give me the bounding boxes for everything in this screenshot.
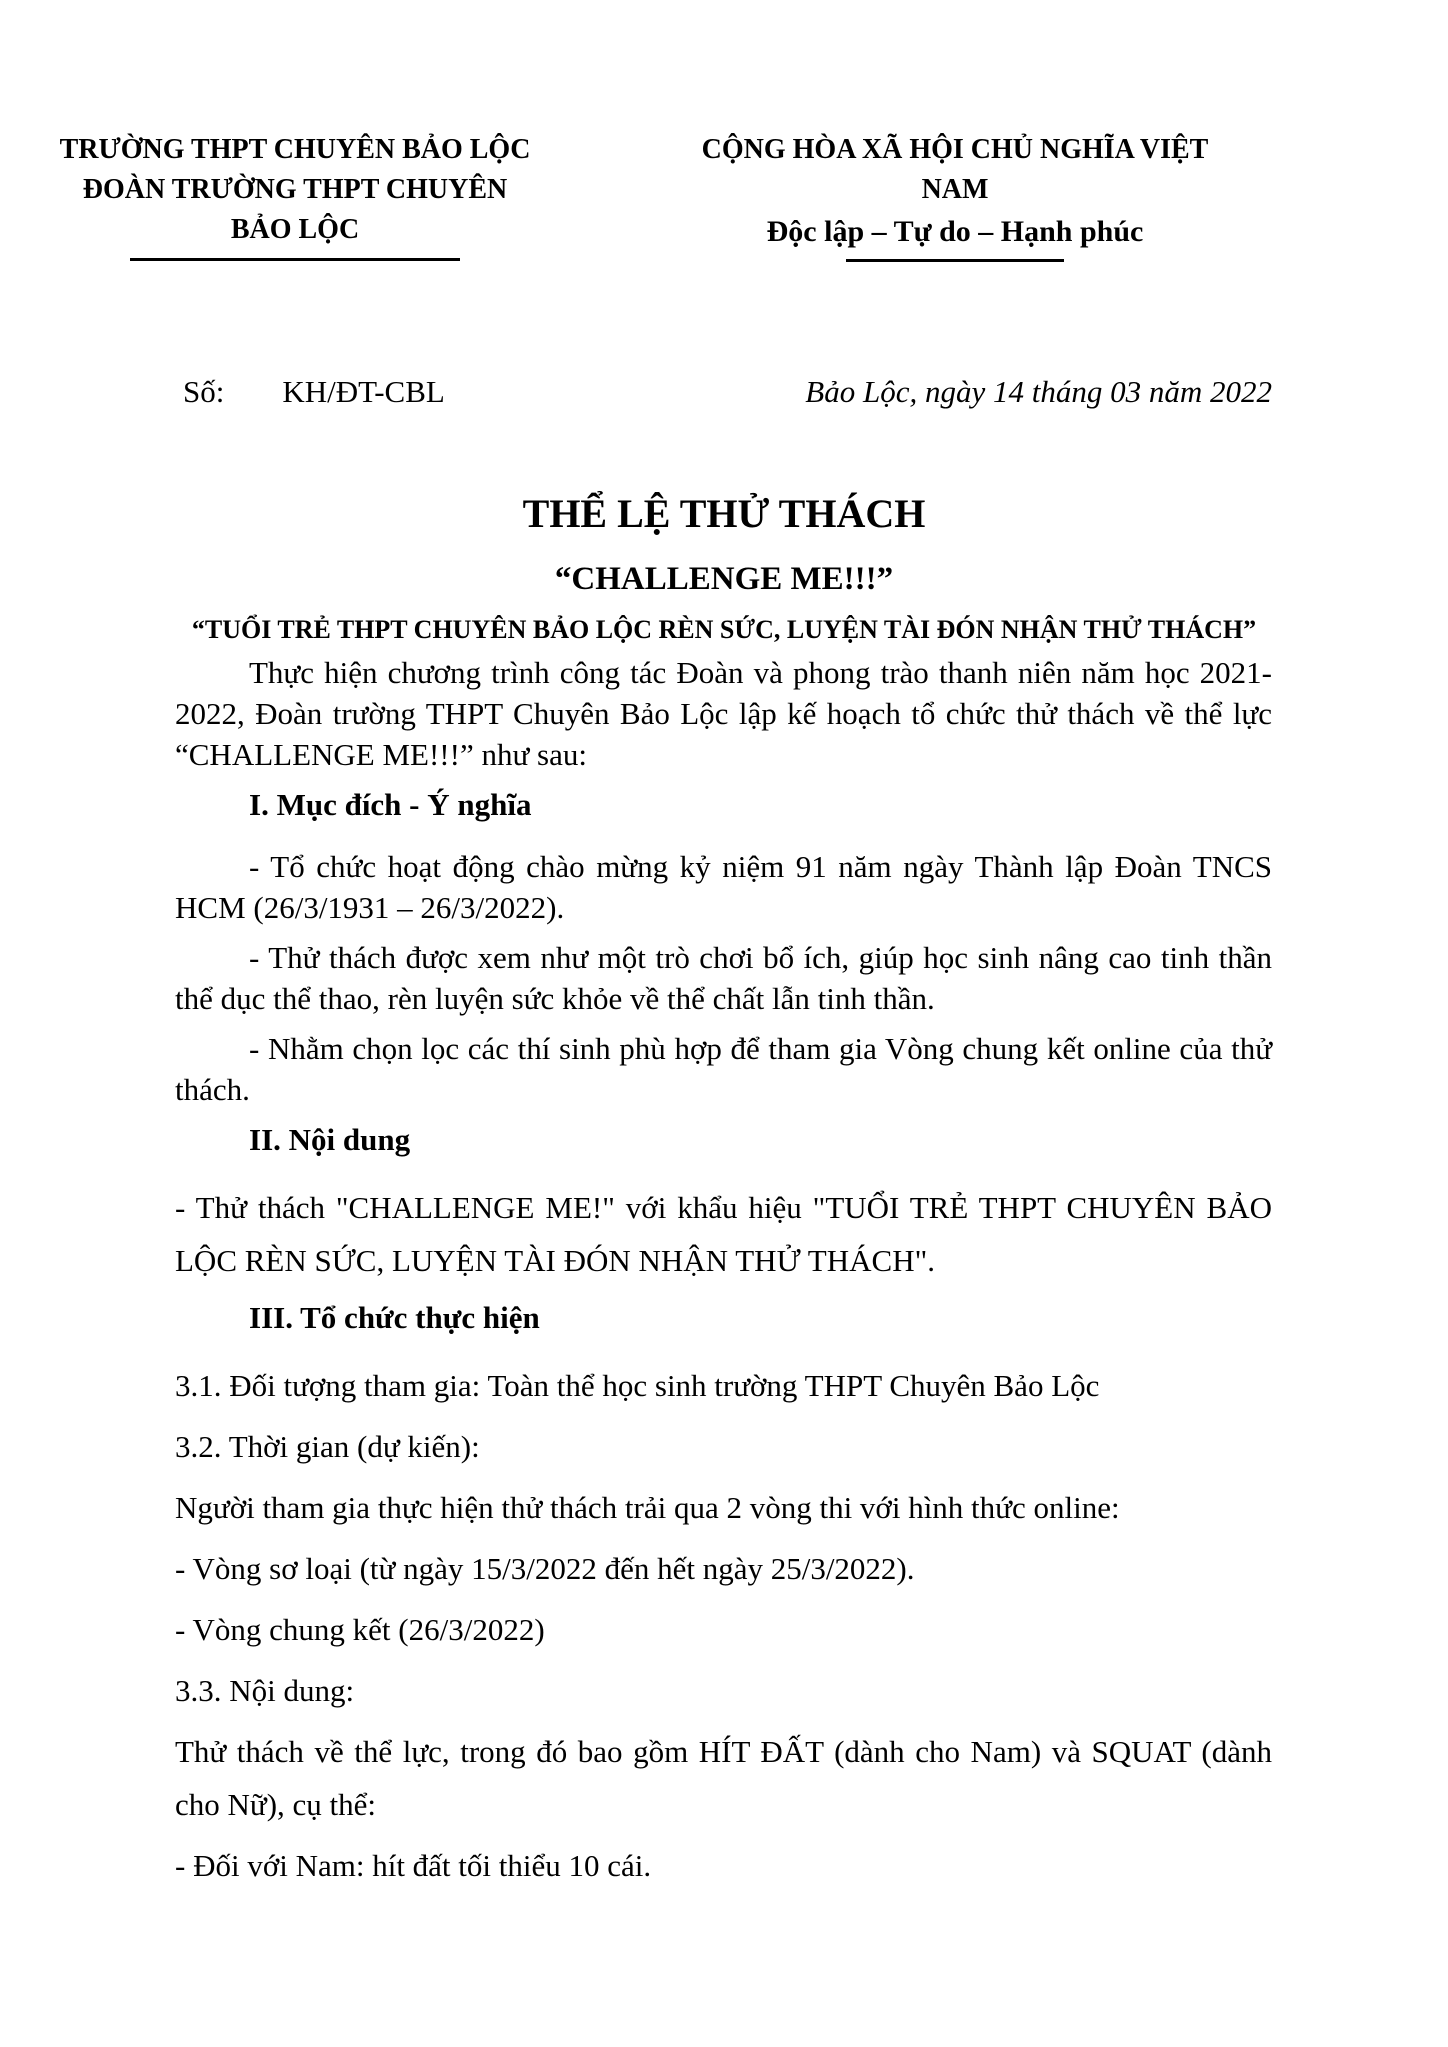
intro-paragraph: Thực hiện chương trình công tác Đoàn và phong trào thanh niên năm học 2021-2022, Đoàn trường THPT Chuyên Bảo Lộc lập kế hoạch tổ chức thử thách về thể lực “CHALLENGE ME!!!” như sau: (175, 655, 1272, 772)
section-3-item: Thử thách về thể lực, trong đó bao gồm HÍT ĐẤT (dành cho Nam) và SQUAT (dành cho Nữ), cụ thể: (175, 1734, 1272, 1822)
motto-divider-rule (846, 259, 1064, 262)
section-3-item: - Vòng chung kết (26/3/2022) (175, 1612, 545, 1647)
document-title: THỂ LỆ THỬ THÁCH (522, 491, 926, 536)
section-3-item: - Đối với Nam: hít đất tối thiểu 10 cái. (175, 1848, 652, 1883)
org-divider-rule (130, 258, 460, 261)
section-3-item: - Vòng sơ loại (từ ngày 15/3/2022 đến hết ngày 25/3/2022). (175, 1551, 915, 1586)
document-number-label: Số: (183, 374, 225, 409)
section-1-bullet: - Thử thách được xem như một trò chơi bổ ích, giúp học sinh nâng cao tinh thần thể dục thể thao, rèn luyện sức khỏe về thể chất lẫn tinh thần. (175, 940, 1272, 1016)
title-block (0, 488, 1448, 649)
place-and-date: Bảo Lộc, ngày 14 tháng 03 năm 2022 (805, 374, 1272, 409)
org-parent-name: TRƯỜNG THPT CHUYÊN BẢO LỘC (59, 134, 531, 165)
section-1-bullet: - Nhằm chọn lọc các thí sinh phù hợp để tham gia Vòng chung kết online của thử thách. (175, 1031, 1272, 1107)
section-3-item: Người tham gia thực hiện thử thách trải qua 2 vòng thi với hình thức online: (175, 1490, 1120, 1525)
section-3-item: 3.2. Thời gian (dự kiến): (175, 1429, 480, 1464)
org-name: ĐOÀN TRƯỜNG THPT CHUYÊN BẢO LỘC (82, 174, 508, 245)
section-3-heading: III. Tổ chức thực hiện (249, 1300, 540, 1335)
document-number-value: KH/ĐT-CBL (282, 374, 445, 409)
document-meta-row (175, 374, 1272, 410)
section-1-bullet: - Tổ chức hoạt động chào mừng kỷ niệm 91 năm ngày Thành lập Đoàn TNCS HCM (26/3/1931 – 26/3/2022). (175, 849, 1272, 925)
document-slogan: “TUỔI TRẺ THPT CHUYÊN BẢO LỘC RÈN SỨC, LUYỆN TÀI ĐÓN NHẬN THỬ THÁCH” (191, 615, 1257, 644)
national-motto: Độc lập – Tự do – Hạnh phúc (766, 215, 1144, 248)
document-body (175, 652, 1272, 1892)
national-motto-block (675, 130, 1235, 262)
document-header (55, 130, 1235, 262)
document-number (175, 374, 445, 410)
country-title: CỘNG HÒA XÃ HỘI CHỦ NGHĨA VIỆT NAM (701, 134, 1209, 205)
section-2-heading: II. Nội dung (249, 1122, 411, 1157)
section-3-item: 3.3. Nội dung: (175, 1673, 355, 1708)
section-2-paragraph: - Thử thách "CHALLENGE ME!" với khẩu hiệu "TUỔI TRẺ THPT CHUYÊN BẢO LỘC RÈN SỨC, LUYỆN TÀI ĐÓN NHẬN THỬ THÁCH". (175, 1190, 1272, 1278)
document-subtitle: “CHALLENGE ME!!!” (554, 561, 894, 597)
section-1-heading: I. Mục đích - Ý nghĩa (249, 787, 532, 822)
issuing-org-block (55, 130, 535, 262)
section-3-item: 3.1. Đối tượng tham gia: Toàn thể học sinh trường THPT Chuyên Bảo Lộc (175, 1368, 1100, 1403)
